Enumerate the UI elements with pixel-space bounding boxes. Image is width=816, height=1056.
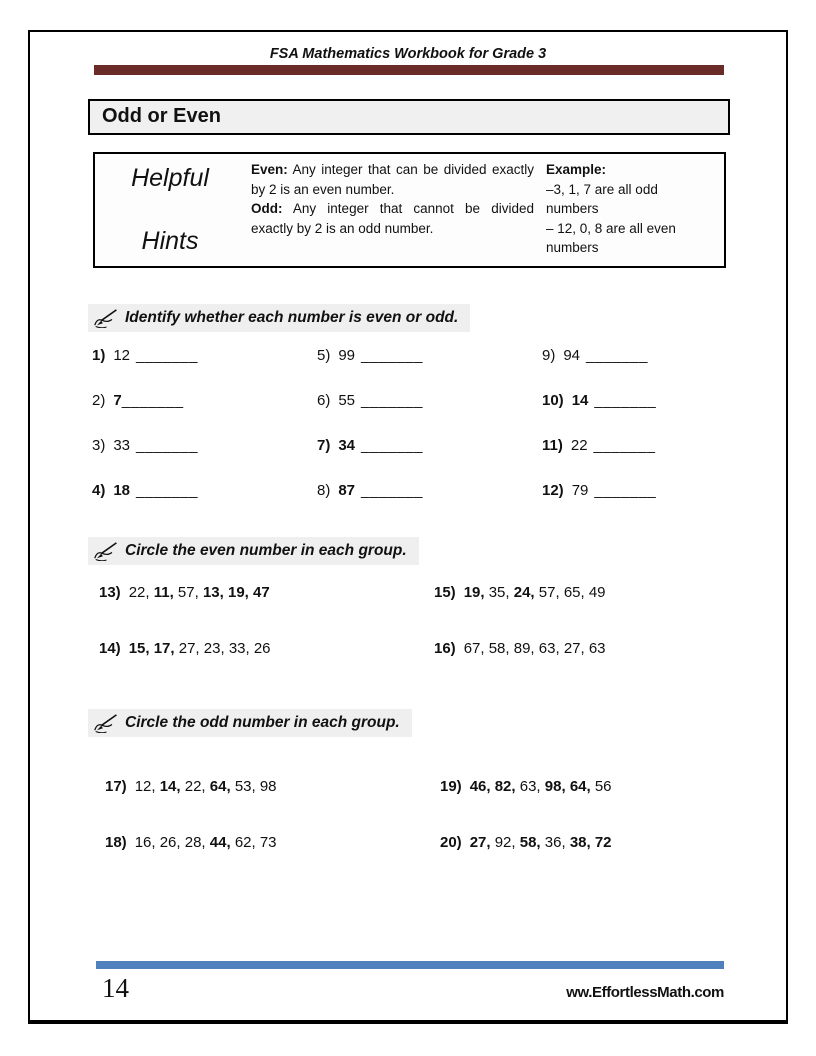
hints-example xyxy=(546,160,714,258)
worksheet-item-6 xyxy=(317,392,542,409)
group-item-17 xyxy=(105,778,440,795)
item-value: 34 xyxy=(338,436,356,454)
page-frame xyxy=(28,30,788,1024)
answer-blank: _______ xyxy=(586,346,648,364)
number-group: 22, 11, 57, 13, 19, 47 xyxy=(128,583,270,601)
item-number: 11) xyxy=(542,436,563,454)
example-line-even: – 12, 0, 8 are all even numbers xyxy=(546,220,676,256)
page-footer xyxy=(30,961,786,1004)
even-text: Any integer that can be divided exactly by 2 is an even number. xyxy=(251,162,534,197)
item-value: 33 xyxy=(113,436,131,454)
section-1-instruction: Identify whether each number is even or odd. xyxy=(125,308,459,326)
item-value: 12 xyxy=(113,346,131,364)
section-3-header xyxy=(88,709,412,737)
hints-definitions xyxy=(251,160,534,258)
number-group: 27, 92, 58, 36, 38, 72 xyxy=(469,833,612,851)
item-value: 87 xyxy=(338,481,356,499)
worksheet-item-8 xyxy=(317,482,542,499)
answer-blank: _______ xyxy=(361,481,423,499)
worksheet-item-7 xyxy=(317,437,542,454)
item-number: 18) xyxy=(105,833,127,851)
item-number: 6) xyxy=(317,391,331,409)
example-line-odd: –3, 1, 7 are all odd numbers xyxy=(546,181,658,217)
section-2-header xyxy=(88,537,419,565)
section-3-instruction: Circle the odd number in each group. xyxy=(125,713,400,731)
item-number: 14) xyxy=(99,639,121,657)
item-number: 19) xyxy=(440,777,462,795)
item-value: 7 xyxy=(113,391,122,409)
page-number: 14 xyxy=(102,973,129,1003)
worksheet-item-3 xyxy=(92,437,317,454)
pen-writing-icon xyxy=(93,541,120,561)
item-number: 1) xyxy=(92,346,106,364)
item-number: 8) xyxy=(317,481,331,499)
hints-label xyxy=(101,160,239,258)
item-number: 10) xyxy=(542,391,564,409)
number-group: 19, 35, 24, 57, 65, 49 xyxy=(463,583,606,601)
worksheet-item-11 xyxy=(542,437,786,454)
page-title: Odd or Even xyxy=(88,99,730,135)
item-value: 99 xyxy=(338,346,356,364)
item-value: 79 xyxy=(571,481,589,499)
answer-blank: _______ xyxy=(593,436,656,454)
website-link[interactable]: ww.EffortlessMath.com xyxy=(566,984,724,1001)
item-number: 9) xyxy=(542,346,556,364)
item-value: 55 xyxy=(338,391,356,409)
item-value: 22 xyxy=(570,436,588,454)
group-item-19 xyxy=(440,778,786,795)
item-value: 94 xyxy=(563,346,581,364)
item-value: 18 xyxy=(113,481,131,499)
section-3-items xyxy=(105,778,786,851)
answer-blank: _______ xyxy=(136,481,198,499)
item-number: 16) xyxy=(434,639,456,657)
section-1-header xyxy=(88,304,470,332)
answer-blank: _______ xyxy=(121,391,184,409)
odd-definition xyxy=(251,199,534,238)
item-number: 13) xyxy=(99,583,121,601)
worksheet-item-1 xyxy=(92,347,317,364)
pen-writing-icon xyxy=(93,308,120,328)
hints-label-line1: Helpful xyxy=(131,164,209,192)
answer-blank: _______ xyxy=(361,391,423,409)
hints-label-line2: Hints xyxy=(141,227,199,255)
group-item-16 xyxy=(434,640,786,657)
item-number: 17) xyxy=(105,777,127,795)
even-definition xyxy=(251,160,534,199)
number-group: 16, 26, 28, 44, 62, 73 xyxy=(134,833,277,851)
worksheet-item-2 xyxy=(92,392,317,409)
worksheet-item-10 xyxy=(542,392,786,409)
section-1-header-row xyxy=(88,304,786,333)
item-number: 3) xyxy=(92,436,106,454)
number-group: 46, 82, 63, 98, 64, 56 xyxy=(469,777,612,795)
answer-blank: _______ xyxy=(594,481,657,499)
section-3-header-row xyxy=(88,709,786,738)
item-number: 20) xyxy=(440,833,462,851)
even-term: Even: xyxy=(251,162,288,177)
number-group: 67, 58, 89, 63, 27, 63 xyxy=(463,639,606,657)
section-2-instruction: Circle the even number in each group. xyxy=(125,541,407,559)
header-rule xyxy=(94,65,724,75)
worksheet-item-12 xyxy=(542,482,786,499)
worksheet-item-4 xyxy=(92,482,317,499)
group-item-20 xyxy=(440,834,786,851)
answer-blank: _______ xyxy=(361,436,423,454)
item-number: 12) xyxy=(542,481,564,499)
answer-blank: _______ xyxy=(136,346,198,364)
pen-writing-icon xyxy=(93,713,120,733)
footer-rule xyxy=(96,961,724,969)
answer-blank: _______ xyxy=(594,391,657,409)
item-number: 2) xyxy=(92,391,106,409)
item-value: 14 xyxy=(571,391,589,409)
item-number: 5) xyxy=(317,346,331,364)
item-number: 15) xyxy=(434,583,456,601)
worksheet-item-9 xyxy=(542,347,786,364)
section-1-items xyxy=(92,347,786,499)
group-item-14 xyxy=(99,640,434,657)
answer-blank: _______ xyxy=(361,346,423,364)
number-group: 15, 17, 27, 23, 33, 26 xyxy=(128,639,271,657)
odd-text: Any integer that cannot be divided exactly by 2 is an odd number. xyxy=(251,201,534,236)
hints-box xyxy=(93,152,726,268)
footer-row xyxy=(30,969,786,1004)
worksheet-item-5 xyxy=(317,347,542,364)
group-item-13 xyxy=(99,584,434,601)
item-number: 7) xyxy=(317,436,331,454)
section-2-items xyxy=(99,584,786,657)
item-number: 4) xyxy=(92,481,106,499)
odd-term: Odd: xyxy=(251,201,283,217)
number-group: 12, 14, 22, 64, 53, 98 xyxy=(134,777,277,795)
group-item-18 xyxy=(105,834,440,851)
section-2-header-row xyxy=(88,537,786,566)
group-item-15 xyxy=(434,584,786,601)
answer-blank: _______ xyxy=(136,436,198,454)
book-title: FSA Mathematics Workbook for Grade 3 xyxy=(269,46,547,62)
example-heading: Example: xyxy=(546,162,607,177)
